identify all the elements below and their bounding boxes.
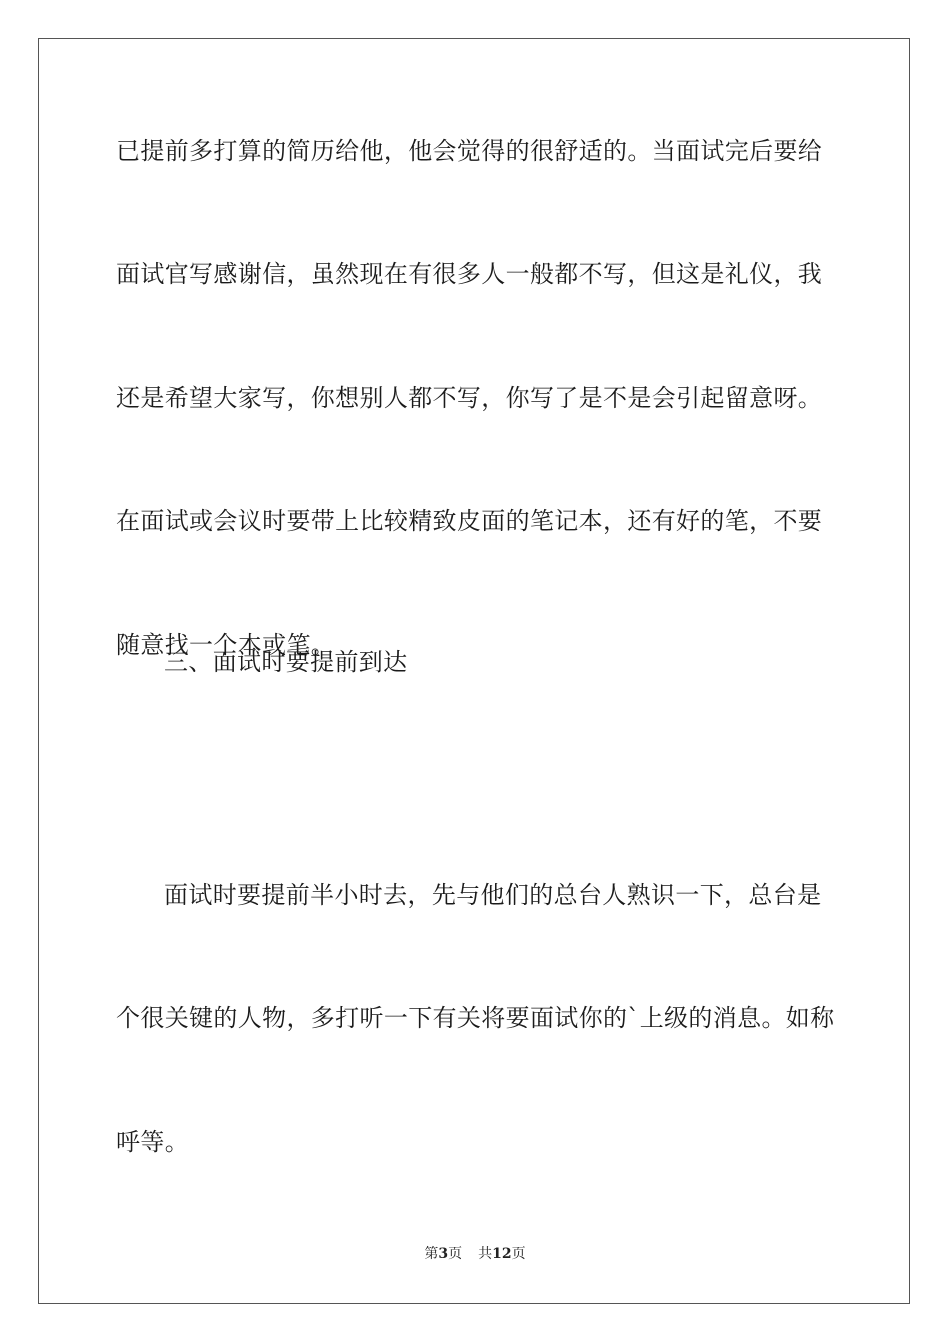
section-heading: 三、面试时要提前到达 bbox=[164, 648, 408, 676]
page-label-suffix: 页 bbox=[448, 1246, 463, 1262]
page-number: 3 bbox=[438, 1246, 449, 1262]
body-paragraph-2: 面试时要提前半小时去，先与他们的总台人熟识一下，总台是个很关键的人物，多打听一下有关将要面试你的`上级的消息。如称呼等。 bbox=[116, 881, 835, 1156]
total-label-prefix: 共 bbox=[478, 1246, 493, 1262]
total-label-suffix: 页 bbox=[511, 1246, 526, 1262]
page-footer bbox=[0, 1244, 950, 1264]
total-pages: 12 bbox=[492, 1246, 512, 1262]
body-paragraph: 已提前多打算的简历给他，他会觉得的很舒适的。当面试完后要给面试官写感谢信，虽然现在有很多人一般都不写，但这是礼仪，我还是希望大家写，你想别人都不写，你写了是不是会引起留意呀。在面试或会议时要带上比较精致皮面的笔记本，还有好的笔，不要随意找一个本或笔。 bbox=[116, 137, 823, 659]
page-label-prefix: 第 bbox=[424, 1246, 439, 1262]
